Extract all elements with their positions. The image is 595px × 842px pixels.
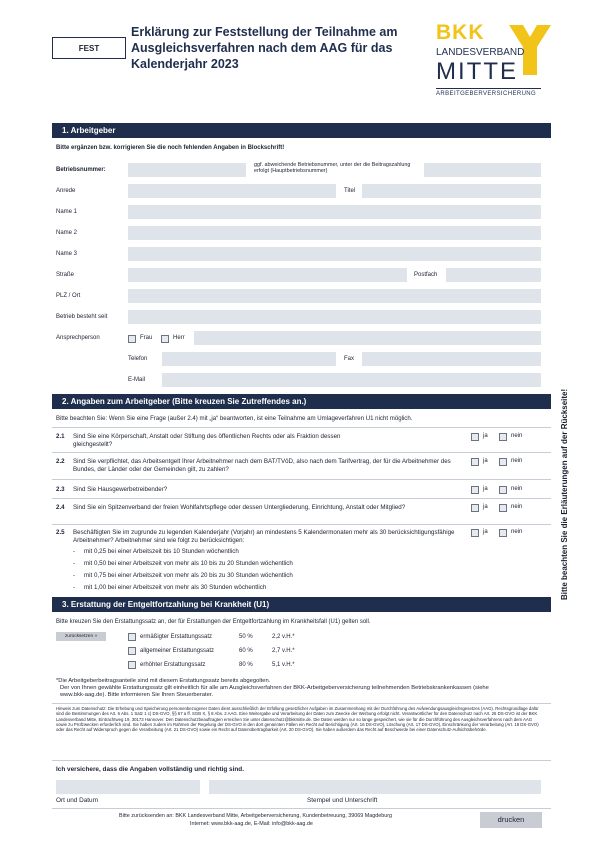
rate-60-checkbox[interactable]	[128, 647, 136, 655]
ort-datum-field[interactable]	[56, 780, 200, 794]
stempel-label: Stempel und Unterschrift	[307, 797, 378, 804]
nein-label: nein	[511, 433, 523, 439]
q-2-1-text: Sind Sie eine Körperschaft, Anstalt oder Stiftung des öffentlichen Rechts oder als Fraktion dessen gleichgestellt?	[73, 433, 341, 449]
q-2-2-num: 2.2	[56, 458, 65, 465]
logo-mitte: MITTE	[436, 58, 518, 85]
q-2-3-text: Sind Sie Hausgewerbetreibender?	[73, 486, 168, 493]
page-title: Erklärung zur Feststellung der Teilnahme am Ausgleichsverfahren nach dem AAG für das Kalenderjahr 2023	[131, 25, 398, 71]
telefon-label: Telefon	[128, 356, 148, 362]
nein-label: nein	[511, 529, 523, 535]
besteht-seit-field[interactable]	[128, 310, 541, 324]
list-item-text: mit 0,50 bei einer Arbeitszeit von mehr als 10 bis zu 20 Stunden wöchentlich	[84, 560, 293, 567]
q-2-1-ja-checkbox[interactable]	[471, 433, 479, 441]
q-2-2-text: Sind Sie verpflichtet, das Arbeitsentgelt Ihrer Arbeitnehmer nach dem BAT/TVöD, also nach dem Tarifvertrag, der für die Arbeitnehmer des Bundes, der Länder oder der Gemeinden gilt, zu zahlen?	[73, 458, 451, 474]
q-2-1-nein-checkbox[interactable]	[499, 433, 507, 441]
stempel-field[interactable]	[209, 780, 541, 794]
ja-label: ja	[483, 486, 488, 492]
titel-field[interactable]	[362, 184, 541, 198]
list-item-text: mit 1,00 bei einer Arbeitszeit von mehr als 30 Stunden wöchentlich	[84, 584, 267, 591]
ja-label: ja	[483, 458, 488, 464]
rate-label: erhöhter Erstattungssatz	[140, 662, 206, 668]
q-2-5-num: 2.5	[56, 529, 65, 536]
herr-checkbox[interactable]	[161, 335, 169, 343]
rate-value: 2,7 v.H.*	[272, 648, 295, 654]
side-note: Bitte beachten Sie die Erläuterungen auf der Rückseite!	[560, 388, 569, 600]
footer-contact: Internet: www.bkk-aag.de, E-Mail: info@bkk-aag.de	[190, 821, 313, 827]
section-1-intro: Bitte ergänzen bzw. korrigieren Sie die noch fehlenden Angaben in Blockschrift!	[56, 145, 285, 151]
divider	[52, 427, 551, 428]
footer-address: Bitte zurücksenden an: BKK Landesverband Mitte, Arbeitgeberversicherung, Kundenbetreuung, 39069 Magdeburg	[119, 813, 393, 819]
email-label: E-Mail	[128, 377, 146, 383]
datenschutz-text: Hinweis zum Datenschutz: Die Erhebung und Speicherung personenbezogener Daten dient ausschließlich der Erfüllung gesetzlicher Aufgaben im Zusammenhang mit der Durchführung des Aufwendungsausgleichsgesetzes (AAG). Rechtsgrundlage dafür sind die Bestimmungen des Art. 6 Abs. 1 Satz 1 c) DS-GVO, §§ 67 a ff. SGB X, § 8 Abs. 2 AAG. Eine Weitergabe und Verarbeitung der Daten zum Zwecke der Werbung erfolgt nicht. Verantwortlicher für den Datenschutz nach Art. 26 DS-GVO ist der BKK Landesverband Mitte, Eintrachtweg 19, 30173 Hannover. Den Datenschutzbeauftragten erreichen Sie unter datenschutz@bkkmitte.de. Die Daten werden nur so lange gespeichert, wie sie für die Durchführung des Ausgleichsverfahrens nach dem AAG sowie zu Prüfzwecken erforderlich sind. Sie haben zudem im Rahmen der Regelung der DS-GVO in den dort genannten Fällen ein Recht auf Berichtigung (Art. 16 DS-GVO), Löschung (Art. 17 DS-GVO), Einschränkung der Verarbeitung (Art. 18 DS-GVO) oder das Recht auf Widerspruch gegen die Verarbeitung (Art. 21 DS-GVO) sowie ein Recht auf Datenübertragbarkeit (Art. 20 DS-GVO). Sie haben außerdem das Recht auf Beschwerde bei einer Datenschutz-Aufsichtsbehörde.	[56, 706, 539, 733]
print-button[interactable]: drucken	[480, 812, 542, 828]
rate-note-2: Der von Ihnen gewählte Erstattungssatz gilt einheitlich für alle am Ausgleichsverfahren der BKK-Arbeitgeberversicherung teilnehmenden Betriebskrankenkassen (siehe www.bkk-aag.de). Bitte informieren Sie Ihren Steuerberater.	[60, 685, 489, 699]
list-item-text: mit 0,75 bei einer Arbeitszeit von mehr als 20 bis zu 30 Stunden wöchentlich	[84, 572, 293, 579]
strasse-field[interactable]	[128, 268, 407, 282]
list-item: -	[73, 585, 75, 591]
q-2-4-ja-checkbox[interactable]	[471, 504, 479, 512]
rate-value: 2,2 v.H.*	[272, 634, 295, 640]
plz-ort-field[interactable]	[128, 289, 541, 303]
ja-label: ja	[483, 529, 488, 535]
form-badge: FEST	[52, 37, 126, 59]
frau-label: Frau	[140, 335, 153, 341]
name2-label: Name 2	[56, 230, 78, 236]
fax-field[interactable]	[362, 352, 541, 366]
q-2-5-text: Beschäftigten Sie im zugrunde zu legenden Kalenderjahr (Vorjahr) an mindestens 5 Kalendermonaten mehr als 30 berücksichtigungsfähige Arbeitnehmer? Arbeitnehmer sind wie folgt zu berücksichtigen:	[73, 529, 455, 545]
titel-label: Titel	[344, 188, 356, 194]
fax-label: Fax	[344, 356, 355, 362]
list-item: -	[73, 561, 75, 567]
divider	[52, 479, 551, 480]
nein-label: nein	[511, 504, 523, 510]
divider	[52, 452, 551, 453]
list-item-text: mit 0,25 bei einer Arbeitszeit bis 10 Stunden wöchentlich	[84, 548, 239, 555]
name1-label: Name 1	[56, 209, 78, 215]
rate-value: 5,1 v.H.*	[272, 662, 295, 668]
q-2-4-num: 2.4	[56, 504, 65, 511]
q-2-4-text: Sind Sie ein Spitzenverband der freien Wohlfahrtspflege oder dessen Untergliederung, Einrichtung, Anstalt oder Mitglied?	[73, 504, 406, 511]
plz-label: PLZ / Ort	[56, 293, 81, 299]
herr-label: Herr	[173, 335, 185, 341]
section-3-intro: Bitte kreuzen Sie den Erstattungssatz an, der für Erstattungen der Entgeltfortzahlung im Krankheitsfall (U1) gelten soll.	[56, 619, 371, 625]
list-item: -	[73, 549, 75, 555]
logo-landesverband: LANDESVERBAND	[436, 47, 525, 58]
ja-label: ja	[483, 504, 488, 510]
telefon-field[interactable]	[162, 352, 336, 366]
logo-bkk: BKK	[436, 21, 485, 44]
abweichend-label: ggf. abweichende Betriebsnummer, unter der die Beitragszahlung erfolgt (Hauptbetriebsnummer)	[254, 162, 411, 175]
divider	[52, 498, 551, 499]
section-3-header: 3. Erstattung der Entgeltfortzahlung bei Krankheit (U1)	[52, 597, 551, 612]
ort-datum-label: Ort und Datum	[56, 797, 98, 804]
q-2-2-nein-checkbox[interactable]	[499, 458, 507, 466]
divider	[52, 760, 551, 761]
nein-label: nein	[511, 486, 523, 492]
rate-label: ermäßigter Erstattungssatz	[140, 634, 213, 640]
q-2-2-ja-checkbox[interactable]	[471, 458, 479, 466]
hauptbetriebsnummer-field[interactable]	[424, 163, 541, 177]
ansprechperson-field[interactable]	[194, 331, 541, 345]
section-2-header: 2. Angaben zum Arbeitgeber (Bitte kreuzen Sie Zutreffendes an.)	[52, 394, 551, 409]
email-field[interactable]	[162, 373, 541, 387]
q-2-3-nein-checkbox[interactable]	[499, 486, 507, 494]
anrede-field[interactable]	[128, 184, 336, 198]
q-2-1-num: 2.1	[56, 433, 65, 440]
q-2-5-nein-checkbox[interactable]	[499, 529, 507, 537]
logo-subline: ARBEITGEBERVERSICHERUNG	[436, 91, 537, 97]
rate-note-1: *Die Arbeitgeberbeitragsanteile sind mit diesem Erstattungssatz bereits abgegolten.	[56, 678, 271, 684]
section-1-header: 1. Arbeitgeber	[52, 123, 551, 138]
strasse-label: Straße	[56, 272, 75, 278]
ja-label: ja	[483, 433, 488, 439]
q-2-3-ja-checkbox[interactable]	[471, 486, 479, 494]
rate-percent: 60 %	[239, 648, 253, 654]
rate-percent: 50 %	[239, 634, 253, 640]
q-2-5-ja-checkbox[interactable]	[471, 529, 479, 537]
nein-label: nein	[511, 458, 523, 464]
name2-field[interactable]	[128, 226, 541, 240]
betriebsnummer-label: Betriebsnummer:	[56, 167, 106, 173]
bkk-logo	[436, 21, 551, 103]
postfach-label: Postfach	[414, 272, 438, 278]
list-item: -	[73, 573, 75, 579]
name3-field[interactable]	[128, 247, 541, 261]
name3-label: Name 3	[56, 251, 78, 257]
q-2-3-num: 2.3	[56, 486, 65, 493]
rate-80-checkbox[interactable]	[128, 661, 136, 669]
rate-50-checkbox[interactable]	[128, 633, 136, 641]
divider	[52, 808, 551, 809]
logo-rule	[436, 88, 541, 89]
divider	[52, 524, 551, 525]
q-2-4-nein-checkbox[interactable]	[499, 504, 507, 512]
reset-button[interactable]: zurücksetzen »	[56, 632, 106, 641]
rate-label: allgemeiner Erstattungssatz	[140, 648, 215, 654]
confirm-text: Ich versichere, dass die Angaben vollständig und richtig sind.	[56, 766, 244, 773]
divider	[52, 703, 551, 704]
besteht-label: Betrieb besteht seit	[56, 314, 108, 320]
betriebsnummer-field[interactable]	[128, 163, 246, 177]
anrede-label: Anrede	[56, 188, 76, 194]
name1-field[interactable]	[128, 205, 541, 219]
rate-percent: 80 %	[239, 662, 253, 668]
ansprechperson-label: Ansprechperson	[56, 335, 100, 341]
postfach-field[interactable]	[446, 268, 541, 282]
section-2-intro: Bitte beachten Sie: Wenn Sie eine Frage (außer 2.4) mit „ja“ beantworten, ist eine Teilnahme am Umlageverfahren U1 nicht möglich.	[56, 415, 413, 422]
frau-checkbox[interactable]	[128, 335, 136, 343]
